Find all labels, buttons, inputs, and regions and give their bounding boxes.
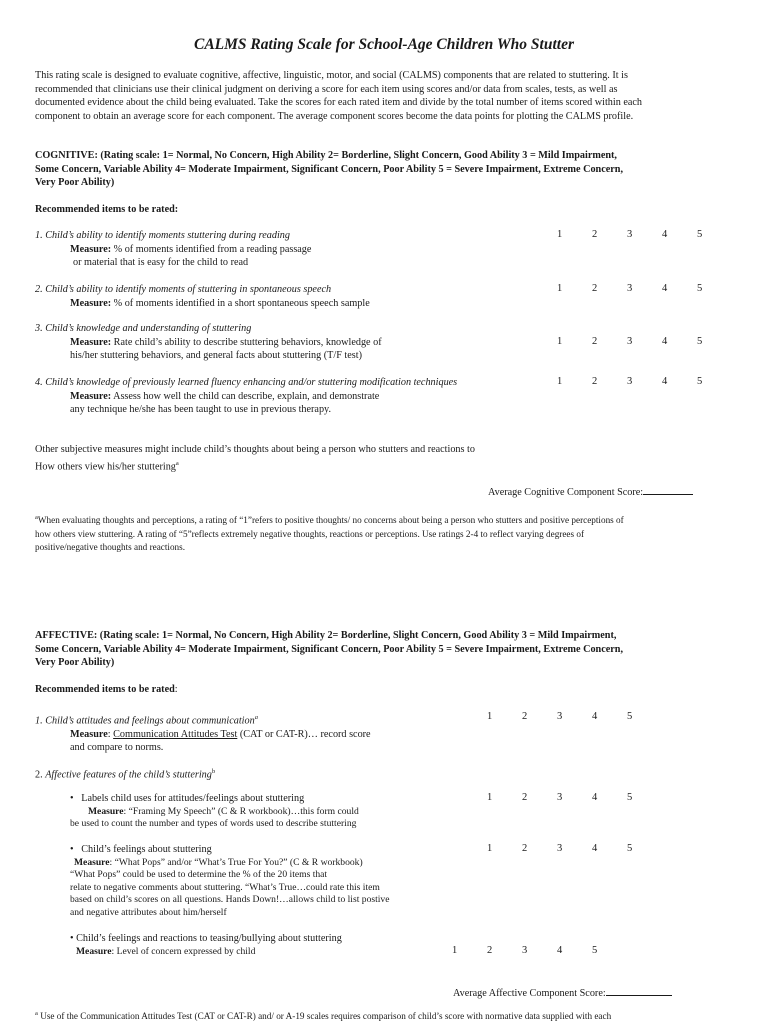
cognitive-header-line: Very Poor Ability) [35, 177, 115, 188]
measure-text: and compare to norms. [70, 742, 164, 754]
intro-line: This rating scale is designed to evaluate cognitive, affective, linguistic, motor, and social (CALMS) components that are related to stuttering. It is [35, 70, 628, 81]
rating-option[interactable]: 3 [557, 843, 563, 854]
affective-header [35, 629, 623, 670]
rating-option[interactable]: 2 [592, 283, 598, 294]
rating-option[interactable]: 2 [592, 336, 598, 347]
recommended-label: Recommended items to be rated [35, 684, 175, 695]
measure-text: be used to count the number and types of words used to describe stuttering [70, 818, 357, 829]
rating-option[interactable]: 1 [557, 336, 563, 347]
rating-option[interactable]: 2 [522, 711, 528, 722]
bullet-icon: • [70, 933, 74, 944]
average-score-label: Average Affective Component Score: [453, 988, 606, 999]
measure-text: (CAT or CAT-R)… record score [237, 728, 371, 740]
rating-option[interactable]: 5 [627, 792, 633, 803]
measure-label: Measure [88, 805, 124, 817]
rating-option[interactable]: 4 [662, 376, 668, 387]
rating-option[interactable]: 3 [627, 376, 633, 387]
rating-option[interactable]: 3 [627, 336, 633, 347]
rating-scale-affective-1[interactable] [0, 711, 768, 725]
rating-option[interactable]: 2 [592, 229, 598, 240]
rating-scale-cognitive-3[interactable] [0, 336, 768, 350]
rating-option[interactable]: 4 [662, 336, 668, 347]
affective-recommended-heading [35, 683, 178, 697]
cognitive-recommended-heading: Recommended items to be rated: [35, 204, 179, 215]
other-measures-line: How others view his/her stuttering [35, 460, 176, 472]
rating-option[interactable]: 2 [522, 843, 528, 854]
affective-header-line: Some Concern, Variable Ability 4= Moderate Impairment, Significant Concern, Poor Ability 5 = Severe Impairment, Extreme Concern, [35, 643, 623, 655]
measure-text: : “Framing My Speech” (C & R workbook)…this form could [123, 805, 359, 817]
rating-option[interactable]: 4 [662, 283, 668, 294]
item-label: 3. Child’s knowledge and understanding of stuttering [35, 323, 252, 334]
intro-line: component to obtain an average score for each component. The average component scores become the data points for plotting the CALMS profile. [35, 110, 634, 122]
affective-item-2 [35, 765, 215, 782]
rating-scale-cognitive-2[interactable] [0, 283, 768, 297]
footnote-marker: a [254, 714, 258, 721]
rating-option[interactable]: 5 [697, 336, 703, 347]
footnote-marker: a [35, 1010, 38, 1017]
footnote-marker: a [35, 514, 38, 521]
item-label: 1. Child’s ability to identify moments stuttering during reading [35, 230, 290, 241]
cognitive-header [35, 149, 623, 190]
measure-label: Measure [74, 856, 110, 868]
measure-text: his/her stuttering behaviors, and general facts about stuttering (T/F test) [70, 350, 362, 361]
rating-option[interactable]: 3 [557, 792, 563, 803]
rating-option[interactable]: 1 [557, 229, 563, 240]
other-measures-line: Other subjective measures might include child’s thoughts about being a person who stutters and reactions to [35, 444, 475, 455]
rating-scale-affective-2c[interactable] [0, 945, 768, 959]
rating-option[interactable]: 1 [557, 376, 563, 387]
cognitive-header-line: Some Concern, Variable Ability 4= Moderate Impairment, Significant Concern, Poor Ability 5 = Severe Impairment, Extreme Concern, [35, 163, 623, 175]
footnote-line: Use of the Communication Attitudes Test (CAT or CAT-R) and/ or A-19 scales requires comparison of child’s score with normative data supplied with each [37, 1011, 612, 1022]
intro-line: documented evidence about the child being evaluated. Take the scores for each rated item and divide by the total number of items scored within each [35, 97, 643, 108]
rating-scale-affective-2b[interactable] [0, 843, 768, 857]
rating-option[interactable]: 4 [557, 945, 563, 956]
measure-text: : Level of concern expressed by child [111, 945, 256, 957]
measure-label: Measure: [70, 243, 112, 255]
rating-option[interactable]: 2 [592, 376, 598, 387]
measure-text: based on child’s scores on all questions. Hands Down!…allows child to list postive [70, 894, 390, 905]
affective-header-line: Very Poor Ability) [35, 657, 115, 668]
average-score-label: Average Cognitive Component Score: [488, 487, 644, 498]
rating-option[interactable]: 3 [627, 283, 633, 294]
affective-average-score [453, 985, 672, 1001]
rating-option[interactable]: 1 [487, 792, 493, 803]
footnote-line: positive/negative thoughts and reactions. [35, 542, 186, 553]
measure-text: % of moments identified in a short spontaneous speech sample [111, 297, 370, 309]
measure-text: : “What Pops” and/or “What’s True For You?” (C & R workbook) [109, 856, 363, 868]
rating-scale-affective-2a[interactable] [0, 792, 768, 806]
rating-option[interactable]: 1 [452, 945, 458, 956]
rating-option[interactable]: 5 [627, 711, 633, 722]
rating-option[interactable]: 3 [522, 945, 528, 956]
measure-label: Measure: [70, 390, 112, 402]
communication-attitudes-test-link: Communication Attitudes Test [113, 728, 238, 740]
rating-option[interactable]: 5 [697, 283, 703, 294]
footnote-marker: a [175, 459, 179, 467]
item-number: 2. [35, 769, 46, 781]
item-label: 1. Child’s attitudes and feelings about communication [35, 715, 255, 727]
rating-option[interactable]: 3 [557, 711, 563, 722]
rating-option[interactable]: 5 [627, 843, 633, 854]
measure-text: Assess how well the child can describe, explain, and demonstrate [111, 390, 380, 402]
item-label: Affective features of the child’s stuttering [45, 769, 212, 781]
measure-label: Measure [76, 945, 112, 957]
bullet-icon: • [70, 844, 74, 855]
rating-option[interactable]: 4 [662, 229, 668, 240]
measure-text: “What Pops” could be used to determine the % of the 20 items that [70, 869, 328, 880]
measure-label: Measure [70, 728, 108, 740]
cognitive-header-line: COGNITIVE: (Rating scale: 1= Normal, No Concern, High Ability 2= Borderline, Slight Concern, Good Ability 3 = Mild Impairment, [35, 150, 617, 161]
rating-option[interactable]: 5 [697, 376, 703, 387]
measure-text: Rate child’s ability to describe stuttering behaviors, knowledge of [111, 336, 382, 348]
rating-option[interactable]: 5 [697, 229, 703, 240]
measure-text: or material that is easy for the child to read [73, 257, 249, 268]
rating-option[interactable]: 4 [592, 792, 598, 803]
footnote-marker: b [211, 768, 216, 775]
rating-option[interactable]: 2 [487, 945, 493, 956]
footnote-line: how others view stuttering. A rating of “5”reflects extremely negative thoughts, reactions or perceptions. Use ratings 2-4 to reflect varying degrees of [35, 528, 585, 539]
affective-footnote [35, 1010, 611, 1021]
intro-line: recommended that clinicians use their clinical judgment on deriving a score for each item using scores and/or data from scales, tests, as well as [35, 83, 618, 95]
measure-text: any technique he/she has been taught to use in previous therapy. [70, 404, 332, 415]
bullet-label: Child’s feelings about stuttering [81, 844, 212, 855]
measure-text: : [107, 728, 114, 740]
item-label: 2. Child’s ability to identify moments of stuttering in spontaneous speech [35, 284, 332, 295]
rating-option[interactable]: 2 [522, 792, 528, 803]
rating-option[interactable]: 1 [557, 283, 563, 294]
measure-label: Measure: [70, 336, 112, 348]
cognitive-footnote [35, 511, 624, 555]
bullet-label: Labels child uses for attitudes/feelings about stuttering [81, 793, 305, 804]
rating-option[interactable]: 5 [592, 945, 598, 956]
rating-option[interactable]: 4 [592, 711, 598, 722]
cognitive-average-score [488, 484, 693, 500]
measure-label: Measure: [70, 297, 112, 309]
other-measures-note [35, 443, 475, 473]
rating-scale-cognitive-1[interactable] [0, 229, 768, 243]
item-label: 4. Child’s knowledge of previously learned fluency enhancing and/or stuttering modification techniques [35, 377, 458, 388]
score-blank-field[interactable] [606, 985, 672, 996]
bullet-icon: • [70, 793, 74, 804]
bullet-label: Child’s feelings and reactions to teasing/bullying about stuttering [76, 933, 342, 944]
footnote-line: When evaluating thoughts and perceptions, a rating of “1”refers to positive thoughts/ no concerns about being a person who stutters and positive perceptions of [37, 515, 624, 526]
measure-text: relate to negative comments about stuttering. “What’s True…could rate this item [70, 881, 380, 893]
rating-option[interactable]: 3 [627, 229, 633, 240]
recommended-colon: : [174, 684, 178, 695]
score-blank-field[interactable] [643, 484, 693, 495]
rating-option[interactable]: 4 [592, 843, 598, 854]
rating-option[interactable]: 1 [487, 843, 493, 854]
affective-header-line: AFFECTIVE: (Rating scale: 1= Normal, No Concern, High Ability 2= Borderline, Slight Concern, Good Ability 3 = Mild Impairment, [35, 630, 617, 641]
rating-scale-cognitive-4[interactable] [0, 376, 768, 390]
intro-paragraph [35, 69, 642, 123]
page-title: CALMS Rating Scale for School-Age Children Who Stutter [194, 36, 574, 53]
measure-text: and negative attributes about him/herself [70, 906, 227, 918]
measure-text: % of moments identified from a reading passage [111, 243, 312, 255]
rating-option[interactable]: 1 [487, 711, 493, 722]
